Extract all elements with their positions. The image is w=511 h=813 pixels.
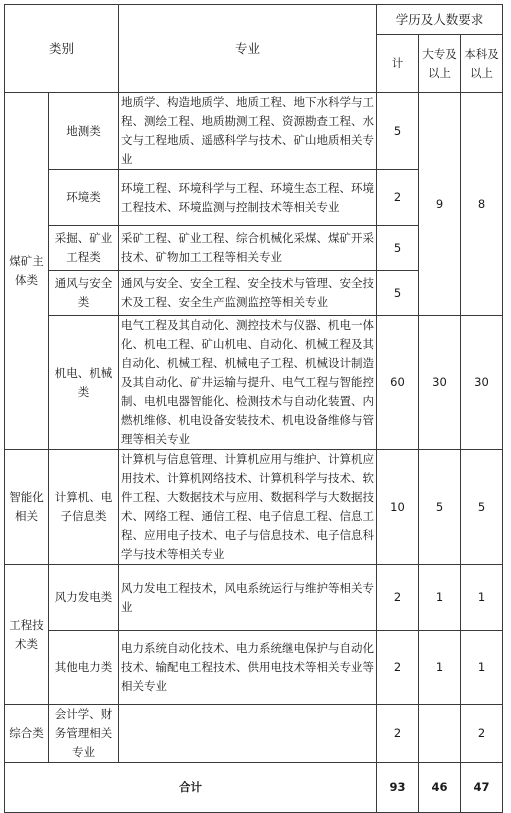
- recruitment-requirements-table: [4, 4, 503, 813]
- total-row: [5, 763, 503, 813]
- header-requirement: 学历及人数要求: [377, 5, 503, 35]
- table-row: [5, 565, 503, 631]
- table-row: [5, 316, 503, 450]
- subcategory-cell: 地测类: [49, 93, 119, 170]
- subcategory-cell: 采掘、矿业工程类: [49, 226, 119, 271]
- header-bachelor-col: 本科及以上: [461, 35, 503, 93]
- subcategory-cell: 计算机、电子信息类: [49, 450, 119, 565]
- table-row: [5, 631, 503, 705]
- table-row: [5, 705, 503, 763]
- header-college-col: 大专及以上: [419, 35, 461, 93]
- total-cell: 2: [377, 565, 419, 631]
- subcategory-cell: 会计学、财务管理相关专业: [49, 705, 119, 763]
- college-cell: 9: [419, 93, 461, 316]
- majors-cell: 电气工程及其自动化、测控技术与仪器、机电一体化、机电工程、矿山机电、自动化、机械工程及其自动化、机械工程、机械电子工程、机械设计制造及其自动化、矿井运输与提升、电气工程与智能控制、电机电器智能化、检测技术与自动化装置、内燃机维修、机电设备安装技术、机电设备维修与管理等相关专业: [119, 316, 377, 450]
- college-total: 46: [419, 763, 461, 813]
- header-total-col: 计: [377, 35, 419, 93]
- bachelor-total: 47: [461, 763, 503, 813]
- bachelor-cell: 1: [461, 631, 503, 705]
- total-cell: 60: [377, 316, 419, 450]
- bachelor-cell: 8: [461, 93, 503, 316]
- bachelor-cell: 5: [461, 450, 503, 565]
- total-cell: 2: [377, 631, 419, 705]
- majors-cell: [119, 705, 377, 763]
- majors-cell: 电力系统自动化技术、电力系统继电保护与自动化技术、输配电工程技术、供用电技术等相关专业等相关专业: [119, 631, 377, 705]
- majors-cell: 计算机与信息管理、计算机应用与维护、计算机应用技术、计算机网络技术、计算机科学与技术、软件工程、大数据技术与应用、数据科学与大数据技术、网络工程、通信工程、电子信息工程、信息工程、应用电子技术、电子与信息技术、电子信息科学与技术等相关专业: [119, 450, 377, 565]
- group-label: 智能化相关: [5, 450, 49, 565]
- grand-total: 93: [377, 763, 419, 813]
- subcategory-cell: 风力发电类: [49, 565, 119, 631]
- majors-cell: 环境工程、环境科学与工程、环境生态工程、环境工程技术、环境监测与控制技术等相关专业: [119, 170, 377, 226]
- total-cell: 10: [377, 450, 419, 565]
- majors-cell: 地质学、构造地质学、地质工程、地下水科学与工程、测绘工程、地质勘测工程、资源勘查工程、水文与工程地质、遥感科学与技术、矿山地质相关专业: [119, 93, 377, 170]
- table-row: [5, 450, 503, 565]
- group-label: 综合类: [5, 705, 49, 763]
- total-cell: 2: [377, 170, 419, 226]
- total-label: 合计: [5, 763, 377, 813]
- total-cell: 5: [377, 93, 419, 170]
- total-cell: 5: [377, 271, 419, 316]
- total-cell: 5: [377, 226, 419, 271]
- college-cell: [419, 705, 461, 763]
- table-row: [5, 93, 503, 170]
- header-major: 专业: [119, 5, 377, 93]
- group-label: 工程技术类: [5, 565, 49, 705]
- college-cell: 30: [419, 316, 461, 450]
- bachelor-cell: 30: [461, 316, 503, 450]
- bachelor-cell: 1: [461, 565, 503, 631]
- bachelor-cell: 2: [461, 705, 503, 763]
- college-cell: 1: [419, 565, 461, 631]
- total-cell: 2: [377, 705, 419, 763]
- subcategory-cell: 环境类: [49, 170, 119, 226]
- majors-cell: 风力发电工程技术，风电系统运行与维护等相关专业: [119, 565, 377, 631]
- subcategory-cell: 通风与安全类: [49, 271, 119, 316]
- subcategory-cell: 机电、机械类: [49, 316, 119, 450]
- majors-cell: 通风与安全、安全工程、安全技术与管理、安全技术及工程、安全生产监测监控等相关专业: [119, 271, 377, 316]
- header-row-top: [5, 5, 503, 35]
- majors-cell: 采矿工程、矿业工程、综合机械化采煤、煤矿开采技术、矿物加工工程等相关专业: [119, 226, 377, 271]
- college-cell: 5: [419, 450, 461, 565]
- header-category: 类别: [5, 5, 119, 93]
- group-label: 煤矿主体类: [5, 93, 49, 450]
- college-cell: 1: [419, 631, 461, 705]
- subcategory-cell: 其他电力类: [49, 631, 119, 705]
